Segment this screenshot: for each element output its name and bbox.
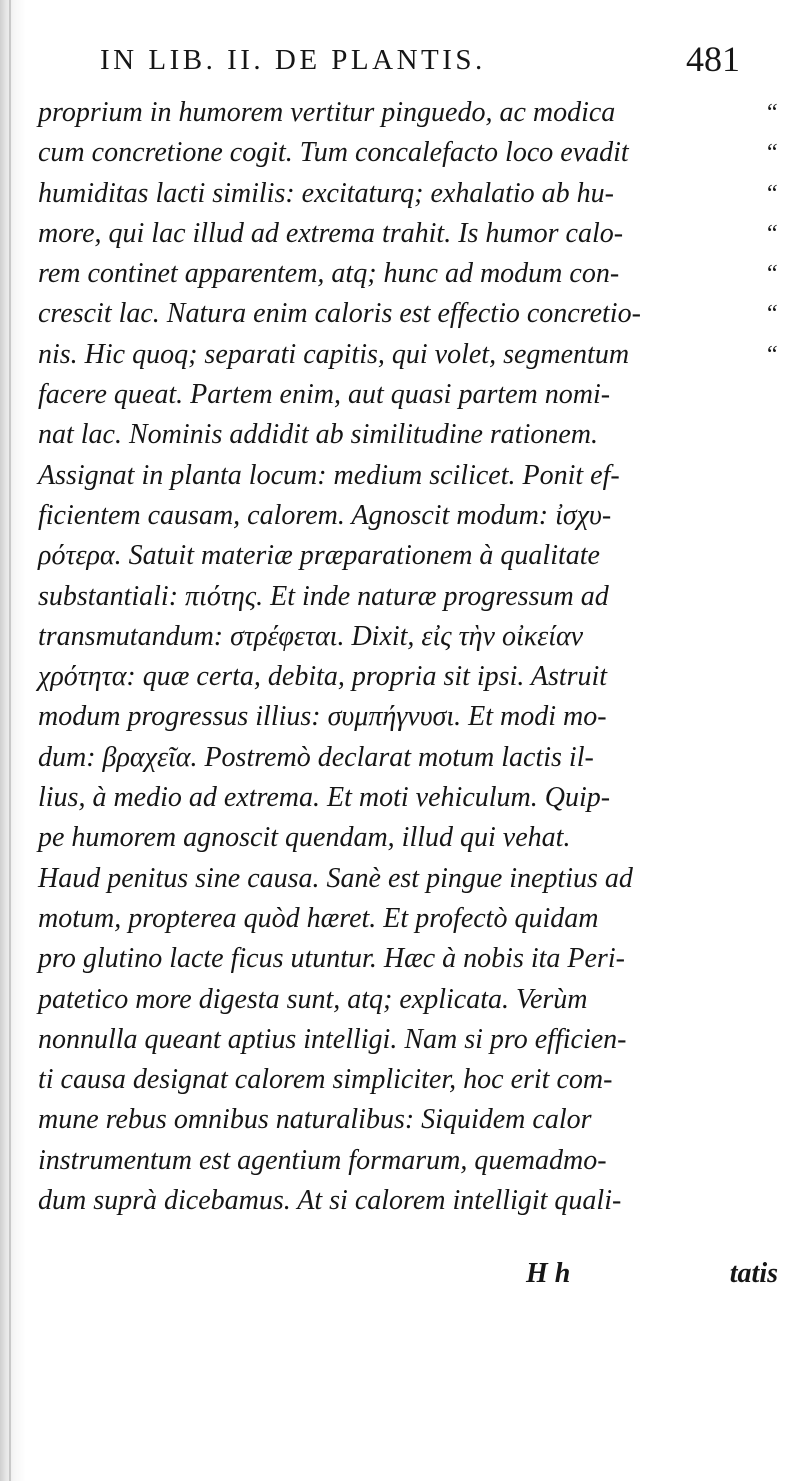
text-line xyxy=(38,335,778,375)
line-text: lius, à medio ad extrema. Et moti vehiculum. Quip- xyxy=(38,782,611,814)
line-text: pro glutino lacte ficus utuntur. Hæc à nobis ita Peri- xyxy=(38,943,625,975)
line-text: Haud penitus sine causa. Sanè est pingue ineptius ad xyxy=(38,862,633,894)
text-line xyxy=(38,456,778,496)
running-head xyxy=(100,38,740,86)
text-line xyxy=(38,93,778,133)
text-line xyxy=(38,577,778,617)
line-text: rem continet apparentem, atq; hunc ad modum con- xyxy=(38,258,620,290)
text-line xyxy=(38,1181,778,1221)
text-line xyxy=(38,859,778,899)
text-line xyxy=(38,536,778,576)
line-text: χρότητα: quæ certa, debita, propria sit ipsi. Astruit xyxy=(38,661,608,693)
line-text: more, qui lac illud ad extrema trahit. Is humor calo- xyxy=(38,217,624,249)
running-head-title: IN LIB. II. DE PLANTIS. xyxy=(100,44,486,76)
text-line xyxy=(38,617,778,657)
quotation-mark: “ xyxy=(764,301,778,328)
line-text: nis. Hic quoq; separati capitis, qui volet, segmentum xyxy=(38,338,630,370)
line-text: facere queat. Partem enim, aut quasi partem nomi- xyxy=(38,379,611,411)
quotation-mark: “ xyxy=(764,220,778,247)
quotation-mark: “ xyxy=(764,100,778,126)
text-line xyxy=(38,133,778,173)
text-line xyxy=(38,375,778,415)
line-text: nonnulla queant aptius intelligi. Nam si pro efficien- xyxy=(38,1023,627,1055)
line-text: crescit lac. Natura enim caloris est effectio concretio- xyxy=(38,298,641,330)
quotation-mark: “ xyxy=(764,140,778,167)
line-text: dum suprà dicebamus. At si calorem intelligit quali- xyxy=(38,1185,622,1217)
line-text: instrumentum est agentium formarum, quemadmo- xyxy=(38,1144,607,1176)
text-line xyxy=(38,1141,778,1181)
catchword: tatis xyxy=(729,1258,778,1289)
text-line xyxy=(38,980,778,1020)
page-footer xyxy=(38,1257,778,1297)
text-line xyxy=(38,415,778,455)
line-text: ρότερα. Satuit materiæ præparationem à qualitate xyxy=(38,540,600,572)
text-line xyxy=(38,254,778,294)
line-text: modum progressus illius: συμπήγνυσι. Et modi mo- xyxy=(38,701,607,733)
text-line xyxy=(38,657,778,697)
quotation-mark: “ xyxy=(764,341,778,368)
text-line xyxy=(38,1020,778,1060)
line-text: humiditas lacti similis: excitaturq; exhalatio ab hu- xyxy=(38,177,614,209)
binding-gutter xyxy=(0,0,26,1481)
text-line xyxy=(38,294,778,334)
binding-edge-line xyxy=(9,0,11,1481)
line-text: proprium in humorem vertitur pinguedo, ac modica xyxy=(38,97,616,128)
page-number: 481 xyxy=(686,39,740,79)
text-line xyxy=(38,496,778,536)
text-line xyxy=(38,738,778,778)
text-line xyxy=(38,778,778,818)
text-line xyxy=(38,1060,778,1100)
quotation-mark: “ xyxy=(764,261,778,288)
line-text: patetico more digesta sunt, atq; explicata. Verùm xyxy=(38,983,588,1015)
line-text: nat lac. Nominis addidit ab similitudine rationem. xyxy=(38,419,598,451)
text-line xyxy=(38,1100,778,1140)
line-text: cum concretione cogit. Tum concalefacto loco evadit xyxy=(38,137,629,169)
line-text: ti causa designat calorem simpliciter, hoc erit com- xyxy=(38,1064,613,1096)
signature-mark: H h xyxy=(526,1258,571,1289)
quotation-mark: “ xyxy=(764,180,778,207)
body-text xyxy=(38,93,778,1221)
line-text: mune rebus omnibus naturalibus: Siquidem calor xyxy=(38,1104,592,1136)
text-line xyxy=(38,939,778,979)
text-line xyxy=(38,697,778,737)
line-text: pe humorem agnoscit quendam, illud qui vehat. xyxy=(38,822,571,854)
line-text: ficientem causam, calorem. Agnoscit modum: ἰσχυ- xyxy=(38,499,612,531)
text-line xyxy=(38,174,778,214)
line-text: transmutandum: στρέφεται. Dixit, εἰς τὴν οἰκείαν xyxy=(38,620,584,652)
line-text: motum, propterea quòd hæret. Et profectò quidam xyxy=(38,902,599,934)
line-text: substantiali: πιότης. Et inde naturæ progressum ad xyxy=(38,580,609,612)
line-text: Assignat in planta locum: medium scilicet. Ponit ef- xyxy=(38,459,620,491)
text-line xyxy=(38,899,778,939)
text-line xyxy=(38,818,778,858)
text-line xyxy=(38,214,778,254)
line-text: dum: βραχεῖα. Postremò declarat motum lactis il- xyxy=(38,741,594,773)
